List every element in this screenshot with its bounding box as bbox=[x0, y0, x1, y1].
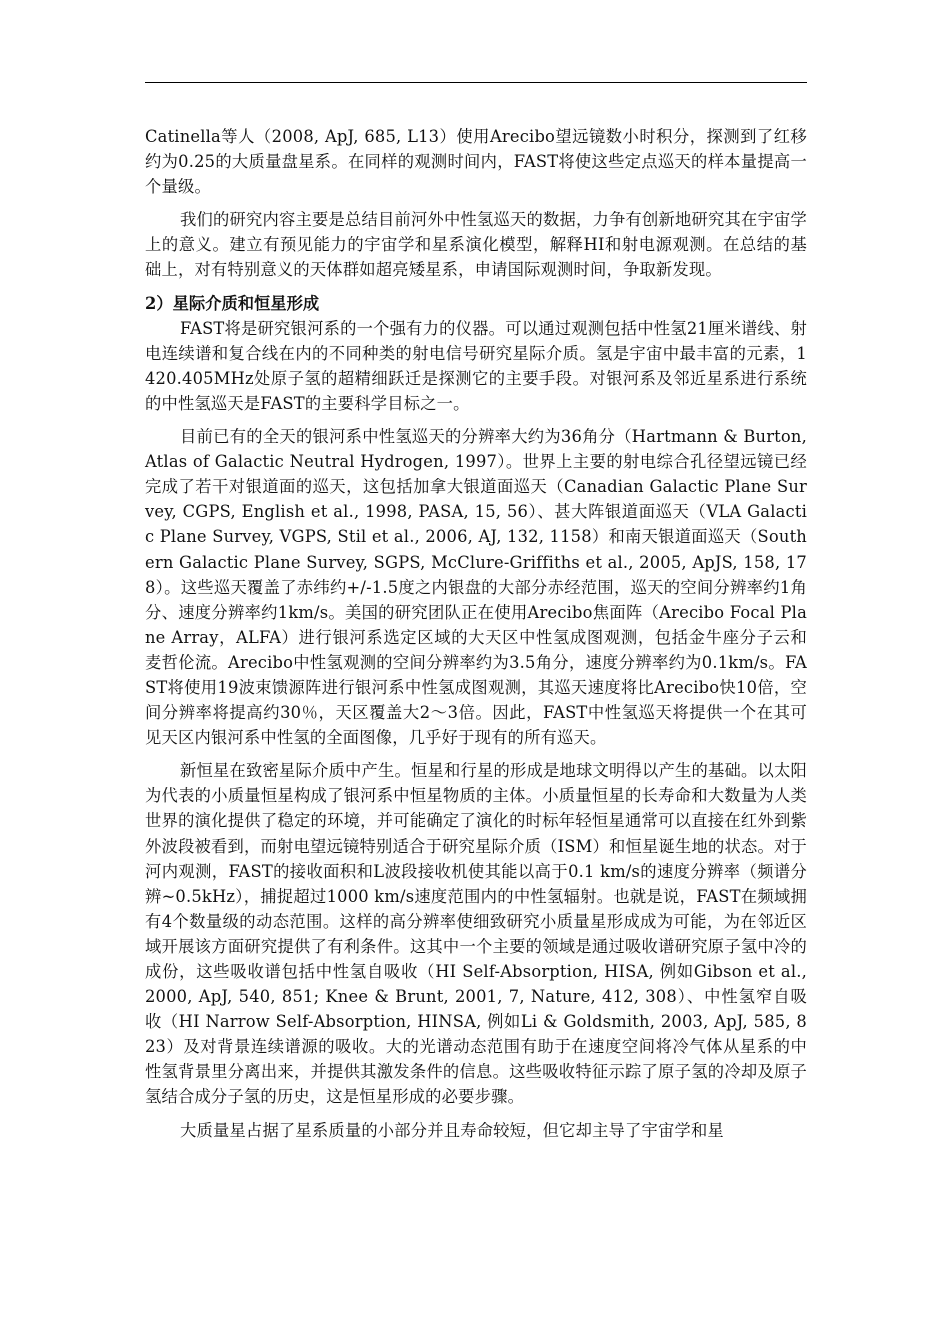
paragraph-star-formation: 新恒星在致密星际介质中产生。恒星和行星的形成是地球文明得以产生的基础。以太阳为代表的小质量恒星构成了银河系中恒星物质的主体。小质量恒星的长寿命和大数量为人类世界的演化提供了稳定的环境，并可能确定了演化的时标年轻恒星通常可以直接在红外到紫外波段被看到，而射电望远镜特别适合于研究星际介质（ISM）和恒星诞生地的状态。对于河内观测，FAST的接收面积和L波段接收机使其能以高于0.1 km/s的速度分辨率（频谱分辨~0.5kHz），捕捉超过1000 km/s速度范围内的中性氢辐射。也就是说，FAST在频域拥有4个数量级的动态范围。这样的高分辨率使细致研究小质量星形成成为可能，为在邻近区域开展该方面研究提供了有利条件。这其中一个主要的领域是通过吸收谱研究原子氢中冷的成份，这些吸收谱包括中性氢自吸收（HI Self-Absorption, HISA, 例如Gibson et al., 2000, ApJ, 540, 851; Knee & Brunt, 2001, 7, Nature, 412, 308）、中性氢窄自吸收（HI Narrow Self-Absorption, HINSA, 例如Li & Goldsmith, 2003, ApJ, 585, 823）及对背景连续谱源的吸收。大的光谱动态范围有助于在速度空间将冷气体从星系的中性氢背景里分离出来，并提供其激发条件的信息。这些吸收特征示踪了原子氢的冷却及原子氢结合成分子氢的历史，这是恒星形成的必要步骤。 bbox=[145, 761, 807, 1107]
paragraph-fast-instrument: FAST将是研究银河系的一个强有力的仪器。可以通过观测包括中性氢21厘米谱线、射电连续谱和复合线在内的不同种类的射电信号研究星际介质。氢是宇宙中最丰富的元素，1420.405MHz处原子氢的超精细跃迁是探测它的主要手段。对银河系及邻近星系进行系统的中性氢巡天是FAST的主要科学目标之一。 bbox=[145, 318, 807, 413]
paragraph-massive-stars: 大质量星占据了星系质量的小部分并且寿命较短，但它却主导了宇宙学和星 bbox=[180, 1120, 724, 1140]
paragraph-hi-surveys: 目前已有的全天的银河系中性氢巡天的分辨率大约为36角分（Hartmann & Burton, Atlas of Galactic Neutral Hydrogen, 1997）。世界上主要的射电综合孔径望远镜已经完成了若干对银道面的巡天，这包括加拿大银道面巡天（Canadian Galactic Plane Survey, CGPS, English et al., 1998, PASA, 15, 56）、甚大阵银道面巡天（VLA Galactic Plane Survey, VGPS, Stil et al., 2006, AJ, 132, 1158）和南天银道面巡天（Southern Galactic Plane Survey, SGPS, McClure-Griffiths et al., 2005, ApJS, 158, 178）。这些巡天覆盖了赤纬约+/-1.5度之内银盘的大部分赤经范围，巡天的空间分辨率约1角分、速度分辨率约1km/s。美国的研究团队正在使用Arecibo焦面阵（Arecibo Focal Plane Array，ALFA）进行银河系选定区域的大天区中性氢成图观测，包括金牛座分子云和麦哲伦流。Arecibo中性氢观测的空间分辨率约为3.5角分，速度分辨率约为0.1km/s。FAST将使用19波束馈源阵进行银河系中性氢成图观测，其巡天速度将比Arecibo快10倍，空间分辨率将提高约30％，天区覆盖大2～3倍。因此，FAST中性氢巡天将提供一个在其可见天区内银河系中性氢的全面图像，几乎好于现有的所有巡天。 bbox=[145, 427, 807, 748]
document-body bbox=[145, 124, 807, 1151]
paragraph-catinella: Catinella等人（2008, ApJ, 685, L13）使用Arecibo望远镜数小时积分，探测到了红移约为0.25的大质量盘星系。在同样的观测时间内，FAST将使这些定点巡天的样本量提高一个量级。 bbox=[145, 127, 807, 197]
paragraph-research-content: 我们的研究内容主要是总结目前河外中性氢巡天的数据，力争有创新地研究其在宇宙学上的意义。建立有预见能力的宇宙学和星系演化模型，解释HI和射电源观测。在总结的基础上，对有特别意义的天体群如超亮矮星系，申请国际观测时间，争取新发现。 bbox=[145, 210, 807, 280]
section-heading-ism: 2）星际介质和恒星形成 bbox=[145, 293, 320, 313]
header-rule bbox=[145, 82, 807, 83]
